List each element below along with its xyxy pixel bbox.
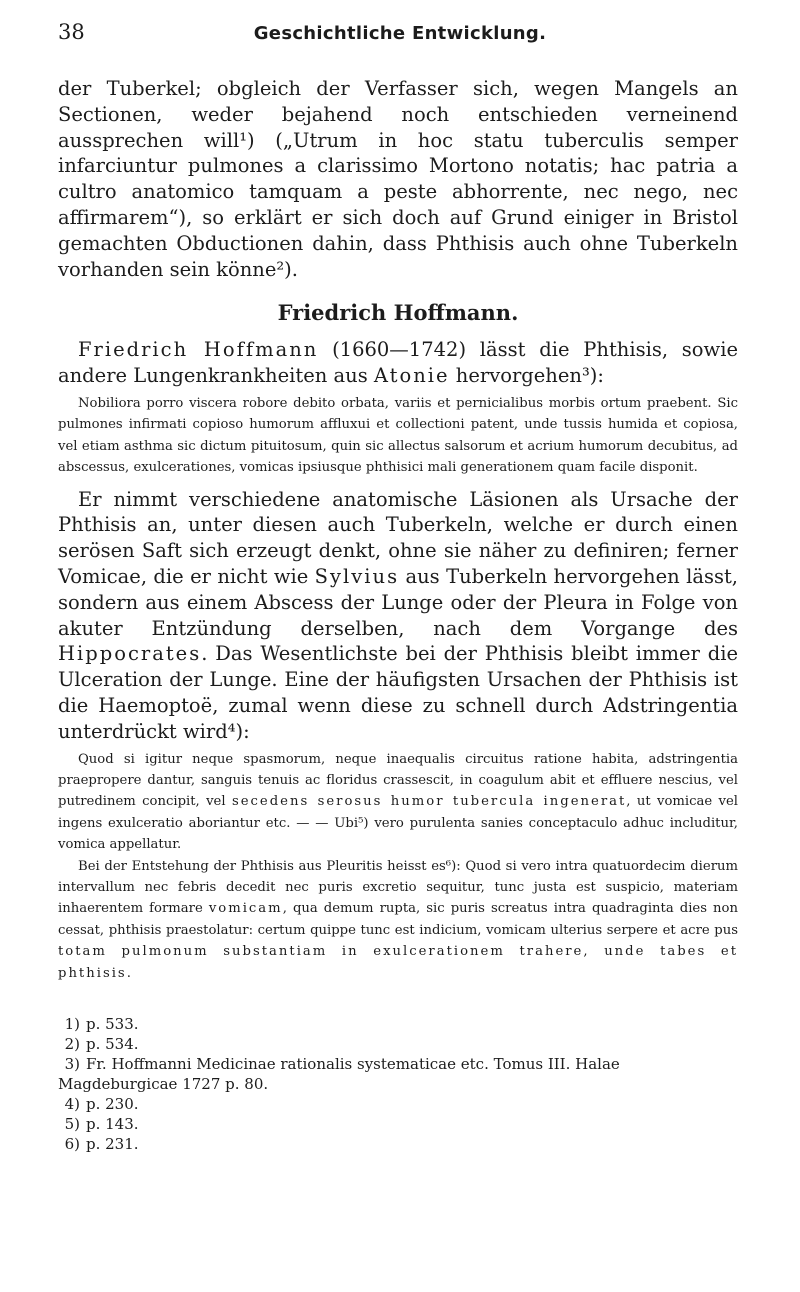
footnote: 1) p. 533.: [64, 1015, 139, 1034]
footnote: 2) p. 534.: [64, 1035, 139, 1054]
spaced-phrase: vomicam: [208, 901, 283, 917]
footnote: 5) p. 143.: [64, 1115, 139, 1134]
paragraph-2: Friedrich Hoffmann (1660—1742) lässt die Phthisis, sowie andere Lungenkrankheiten aus Atonie hervorgehen³):: [58, 338, 738, 388]
footnotes: [58, 1014, 738, 1154]
term-atonie: Atonie: [373, 364, 450, 388]
paragraph-1: der Tuberkel; obgleich der Verfasser sich, wegen Mangels an Sectionen, weder bejahend noch entschieden verneinend aussprechen will¹) („Utrum in hoc statu tuberculis semper infarciuntur pulmones a clarissimo Mortono notatis; hac patria a cultro anatomico tamquam a peste abhorrente, nec nego, nec affirmarem“), so erklärt er sich doch auf Grund einiger in Bristol gemachten Obductionen dahin, dass Phthisis auch ohne Tuberkeln vorhanden sein könne²).: [58, 77, 738, 281]
footnote: 3) Fr. Hoffmanni Medicinae rationalis systematicae etc. Tomus III. Halae Magdeburgicae 1727 p. 80.: [58, 1055, 620, 1094]
running-title: Geschichtliche Entwicklung.: [253, 23, 547, 44]
spaced-phrase: secedens serosus humor tubercula ingenerat: [231, 794, 627, 810]
latin-quote-2: Quod si igitur neque spasmorum, neque inaequalis circuitus ratione habita, adstringentia praepropere dantur, sanguis tenuis ac floridus crassescit, in coagulum abit et effluere nescius, vel putredinem concipit, vel secedens serosus humor tubercula ingenerat, ut vomicae vel ingens exulceratio aboriantur etc. — — Ubi⁵) vero purulenta sanies conceptaculo adhuc includitur, vomica appellatur.: [58, 751, 738, 853]
latin-quote-1: Nobiliora porro viscera robore debito orbata, variis et pernicialibus morbis ortum praebent. Sic pulmones infirmati copioso humorum affluxui et collectioni patent, unde tussis humida et copiosa, vel etiam asthma sic dictum pituitosum, quin sic allectus salsorum et acrium humorum decubitus, ad abscessus, exulcerationes, vomicas ipsiusque phthisici mali generationem quam facile disponit.: [58, 395, 738, 476]
name-sylvius: Sylvius: [314, 564, 400, 588]
name-hoffmann: Friedrich Hoffmann: [78, 338, 319, 362]
page-header: [0, 20, 800, 50]
section-heading: Friedrich Hoffmann.: [277, 300, 519, 326]
footnote: 6) p. 231.: [64, 1135, 139, 1154]
page-body: [58, 76, 738, 1154]
name-hippocrates: Hippocrates: [58, 642, 202, 666]
latin-quote-3: Bei der Entstehung der Phthisis aus Pleuritis heisst es⁶): Quod si vero intra quatuordecim dierum intervallum nec febris decedit nec puris excretio sequitur, tunc justa est suspicio, materiam inhaerentem formare vomicam, qua demum rupta, sic puris screatus intra quadraginta dies non cessat, phthisis praestolatur: certum quippe tunc est indicium, vomicam ulterius serpere et acre pus totam pulmonum substantiam in exulcerationem trahere, unde tabes et phthisis.: [58, 858, 738, 981]
spaced-phrase: totam pulmonum substantiam in exulcerationem trahere, unde tabes et phthisis: [58, 944, 738, 981]
paragraph-3: Er nimmt verschiedene anatomische Läsionen als Ursache der Phthisis an, unter diesen auch Tuberkeln, welche er durch einen serösen Saft sich erzeugt denkt, ohne sie näher zu definiren; ferner Vomicae, die er nicht wie Sylvius aus Tuberkeln hervorgehen lässt, sondern aus einem Abscess der Lunge oder der Pleura in Folge von akuter Entzündung derselben, nach dem Vorgange des Hippocrates. Das Wesentlichste bei der Phthisis bleibt immer die Ulceration der Lunge. Eine der häufigsten Ursachen der Phthisis ist die Haemoptoë, zumal wenn diese zu schnell durch Adstringentia unterdrückt wird⁴):: [58, 487, 738, 743]
page-number: 38: [58, 20, 85, 44]
footnote: 4) p. 230.: [64, 1095, 139, 1114]
